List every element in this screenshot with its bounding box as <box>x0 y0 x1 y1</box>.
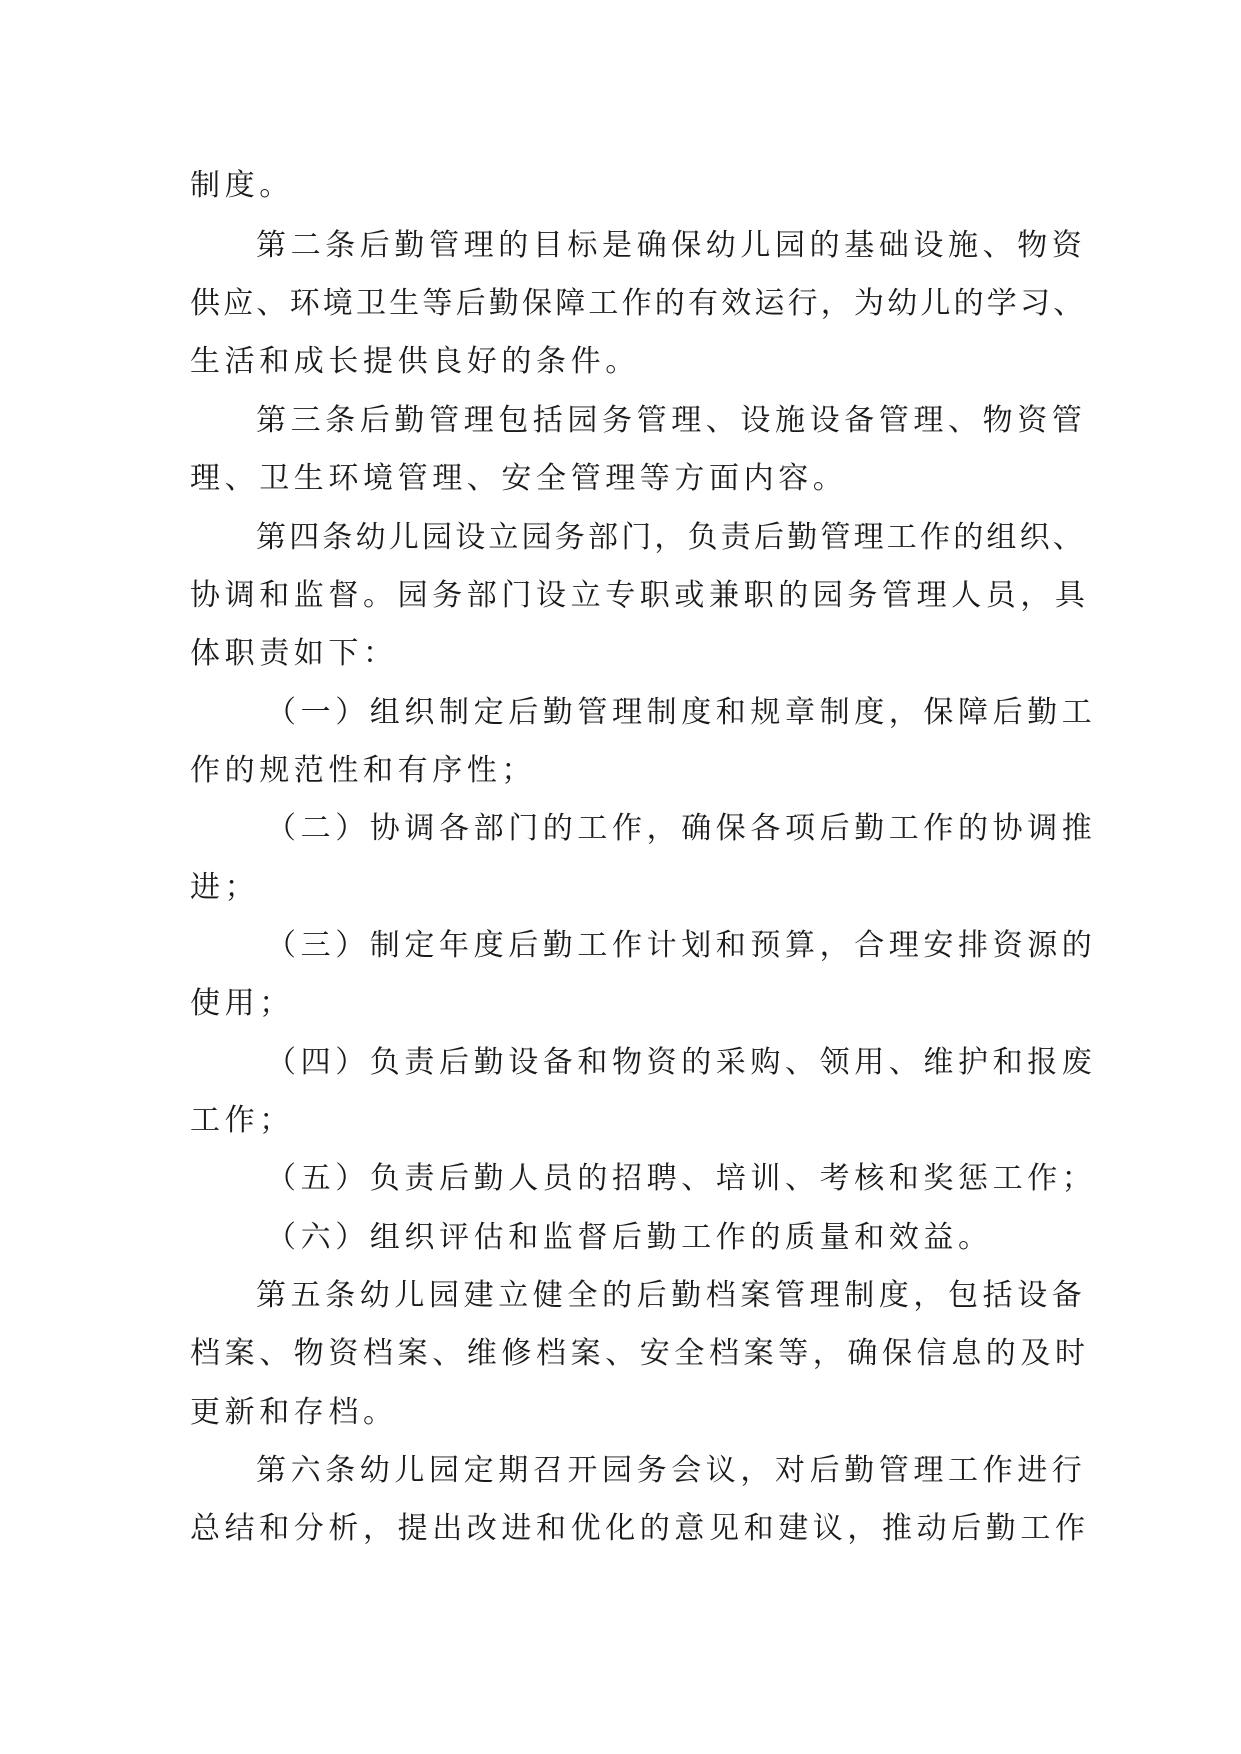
text-line: 进； <box>190 870 260 905</box>
text-line: 协调和监督。园务部门设立专职或兼职的园务管理人员，具 <box>190 578 1090 613</box>
list-item-4-line: （四）负责后勤设备和物资的采购、领用、维护和报废 <box>266 1045 1097 1080</box>
text-line: 供应、环境卫生等后勤保障工作的有效运行，为幼儿的学习、 <box>190 286 1087 321</box>
text-line: 体职责如下： <box>190 636 398 671</box>
list-item-6-line: （六）组织评估和监督后勤工作的质量和效益。 <box>266 1220 993 1255</box>
text-line: 工作； <box>190 1103 294 1138</box>
article-4-line: 第四条幼儿园设立园务部门，负责后勤管理工作的组织、 <box>256 520 1086 555</box>
text-line: 使用； <box>190 986 294 1021</box>
text-line: 更新和存档。 <box>190 1395 398 1430</box>
article-5-line: 第五条幼儿园建立健全的后勤档案管理制度，包括设备 <box>256 1278 1087 1313</box>
article-2-line: 第二条后勤管理的目标是确保幼儿园的基础设施、物资 <box>256 228 1087 263</box>
text-line: 制度。 <box>190 168 294 203</box>
list-item-5-line: （五）负责后勤人员的招聘、培训、考核和奖惩工作； <box>266 1161 1097 1196</box>
list-item-1-line: （一）组织制定后勤管理制度和规章制度，保障后勤工 <box>266 695 1097 730</box>
list-item-2-line: （二）协调各部门的工作，确保各项后勤工作的协调推 <box>266 811 1097 846</box>
text-line: 生活和成长提供良好的条件。 <box>190 344 640 379</box>
list-item-3-line: （三）制定年度后勤工作计划和预算，合理安排资源的 <box>266 928 1097 963</box>
text-line: 档案、物资档案、维修档案、安全档案等，确保信息的及时 <box>190 1336 1090 1371</box>
text-line: 理、卫生环境管理、安全管理等方面内容。 <box>190 461 848 496</box>
text-line: 总结和分析，提出改进和优化的意见和建议，推动后勤工作 <box>190 1511 1090 1546</box>
article-3-line: 第三条后勤管理包括园务管理、设施设备管理、物资管 <box>256 403 1087 438</box>
article-6-line: 第六条幼儿园定期召开园务会议，对后勤管理工作进行 <box>256 1453 1087 1488</box>
text-line: 作的规范性和有序性； <box>190 753 536 788</box>
